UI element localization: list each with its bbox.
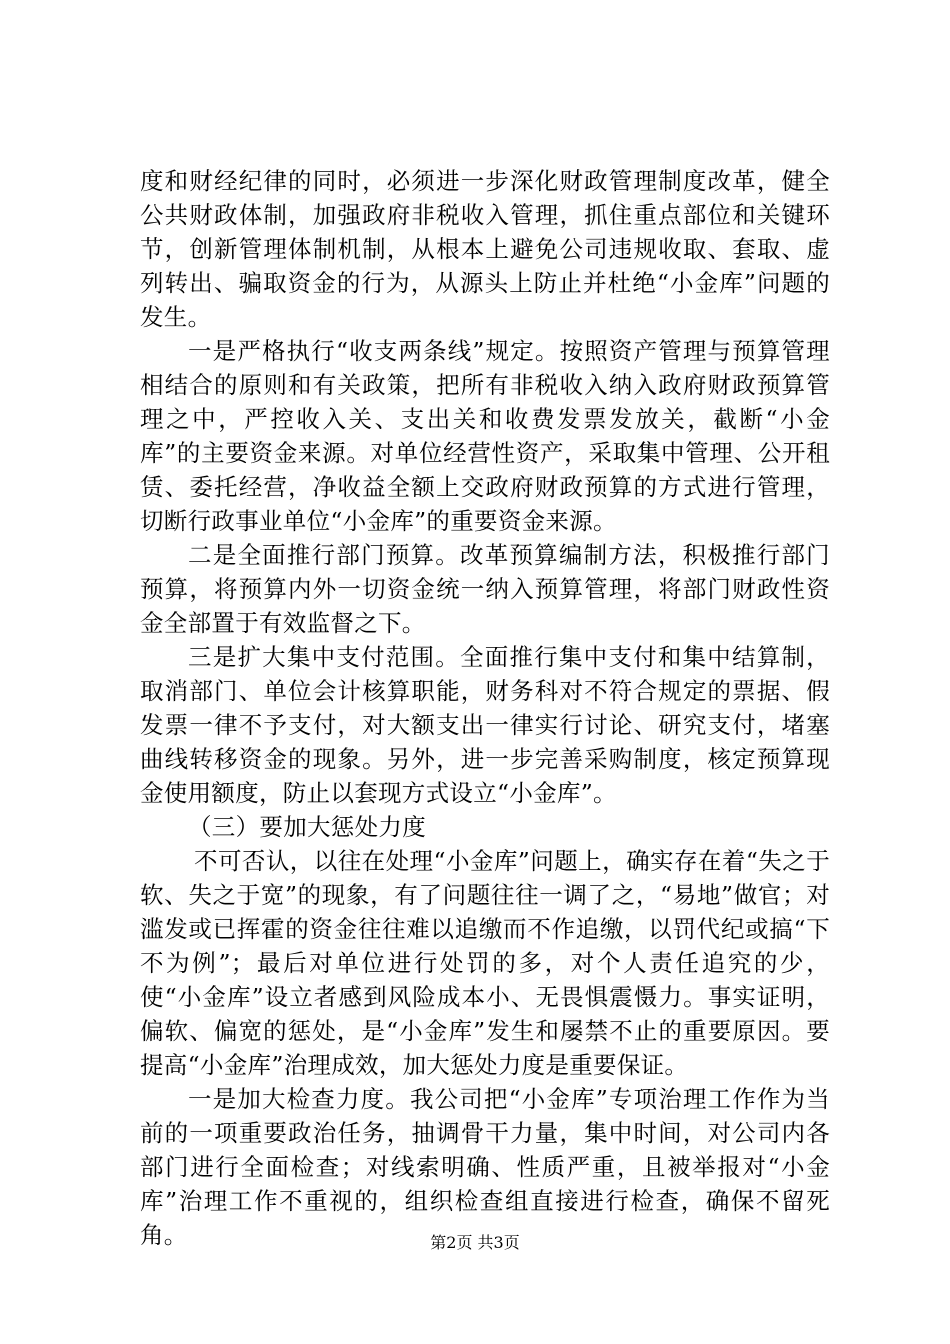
paragraph-continuation: 度和财经纪律的同时，必须进一步深化财政管理制度改革，健全公共财政体制，加强政府非税收入管理，抓住重点部位和关键环节，创新管理体制机制，从根本上避免公司违规收取、套取、虚列转出、骗取资金的行为，从源头上防止并杜绝“小金库”问题的发生。 (140, 167, 830, 331)
paragraph-section-intro: 不可否认，以往在处理“小金库”问题上，确实存在着“失之于软、失之于宽”的现象，有了问题往往一调了之，“易地”做官；对滥发或已挥霍的资金往往难以追缴而不作追缴，以罚代纪或搞“下不为例”；最后对单位进行处罚的多，对个人责任追究的少，使“小金库”设立者感到风险成本小、无畏惧震慑力。事实证明，偏软、偏宽的惩处，是“小金库”发生和屡禁不止的重要原因。要提高“小金库”治理成效，加大惩处力度是重要保证。 (140, 847, 830, 1079)
paragraph-inspection: 一是加大检查力度。我公司把“小金库”专项治理工作作为当前的一项重要政治任务，抽调骨干力量，集中时间，对公司内各部门进行全面检查；对线索明确、性质严重，且被举报对“小金库”治理工作不重视的，组织检查组直接进行检查，确保不留死角。 (140, 1085, 830, 1249)
document-body (140, 164, 830, 1252)
page-number-footer: 第2页 共3页 (430, 1233, 520, 1252)
paragraph-item-one: 一是严格执行“收支两条线”规定。按照资产管理与预算管理相结合的原则和有关政策，把所有非税收入纳入政府财政预算管理之中，严控收入关、支出关和收费发票发放关，截断“小金库”的主要资金来源。对单位经营性资产，采取集中管理、公开租赁、委托经营，净收益全额上交政府财政预算的方式进行管理，切断行政事业单位“小金库”的重要资金来源。 (140, 337, 830, 535)
paragraph-item-three: 三是扩大集中支付范围。全面推行集中支付和集中结算制，取消部门、单位会计核算职能，财务科对不符合规定的票据、假发票一律不予支付，对大额支出一律实行讨论、研究支付，堵塞曲线转移资金的现象。另外，进一步完善采购制度，核定预算现金使用额度，防止以套现方式设立“小金库”。 (140, 643, 830, 807)
paragraph-item-two: 二是全面推行部门预算。改革预算编制方法，积极推行部门预算，将预算内外一切资金统一纳入预算管理，将部门财政性资金全部置于有效监督之下。 (140, 541, 830, 637)
section-heading: （三）要加大惩处力度 (188, 813, 426, 841)
